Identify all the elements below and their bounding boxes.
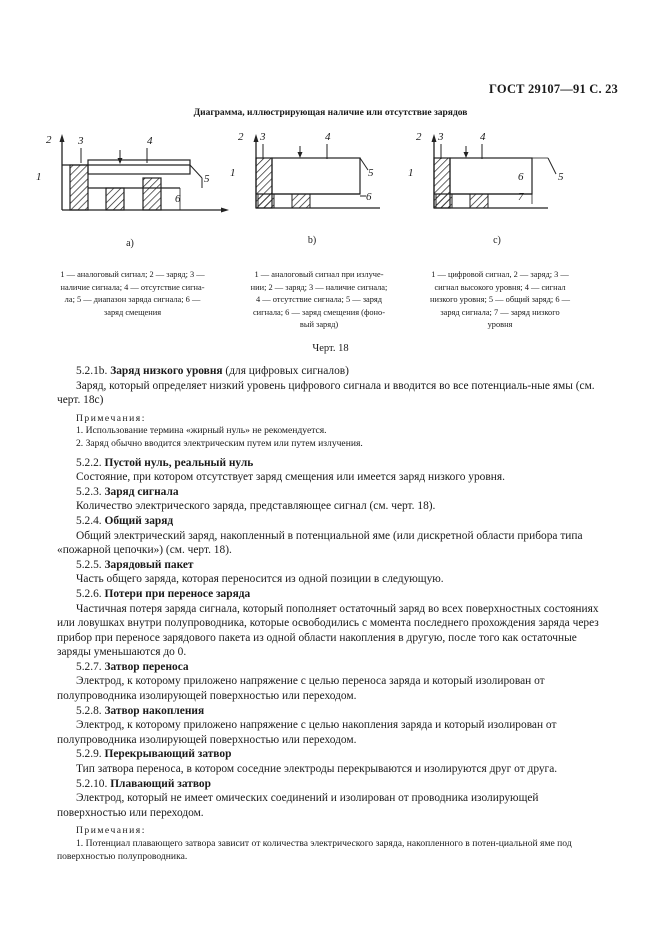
caption-c: [410, 269, 590, 332]
label-3: 3: [78, 135, 84, 147]
section-number: 5.2.3.: [76, 485, 102, 498]
caption-c-line: сигнал высокого уровня; 4 — сигнал: [434, 282, 566, 292]
axis-x-label: 1: [408, 167, 414, 179]
diagram-c: [398, 130, 598, 225]
section-5-2-2: [57, 456, 609, 471]
caption-c-line: заряд сигнала; 7 — заряд низкого: [440, 307, 560, 317]
section-text: Состояние, при котором отсутствует заряд смещения или имеется заряд низкого уровня.: [76, 471, 505, 484]
section-text: Тип затвора переноса, в котором соседние электроды перекрываются и изолируются друг от друга.: [76, 763, 558, 776]
diagram-title: Диаграмма, иллюстрирующая наличие или отсутствие зарядов: [193, 108, 468, 118]
notes-title: Примечания:: [76, 825, 146, 837]
caption-b-line: сигнала; 6 — заряд смещения (фоно-: [252, 307, 386, 317]
caption-a-line: ла; 5 — диапазон заряда сигнала; 6 —: [64, 295, 201, 305]
caption-a-line: заряд смещения: [103, 307, 162, 317]
label-4: 4: [480, 131, 486, 143]
label-6: 6: [366, 191, 372, 203]
section-number: 5.2.9.: [76, 748, 102, 761]
label-4: 4: [147, 135, 153, 147]
section-title: Затвор переноса: [104, 660, 189, 673]
caption-b-line: 4 — отсутствие сигнала; 5 — заряд: [255, 295, 383, 305]
caption-c-line: 1 — цифровой сигнал, 2 — заряд; 3 —: [431, 270, 569, 279]
section-text: Часть общего заряда, которая переносится из одной позиции в следующую.: [76, 573, 444, 586]
section-5-2-10: [57, 777, 609, 792]
page-header: ГОСТ 29107—91 С. 23: [489, 82, 618, 96]
section-5-2-9: [57, 747, 609, 762]
caption-a-line: наличие сигнала; 4 — отсутствие сигна-: [60, 282, 205, 292]
section-text: Частичная потеря заряда сигнала, который пополняет остаточный заряд во всех поверхностных состояниях или ловушках внутри полупроводника, которые освободились с момента последнего прохождения заряда через прибор при переносе зарядового пакета из одной области накопления в другую, после того как остаточные заряды уменьшаются до 0.: [57, 602, 599, 659]
section-text: Электрод, который не имеет омических соединений и изолирован от проводника изолирующей поверхностью или переходом.: [57, 792, 539, 819]
section-title-tail: (для цифровых сигналов): [222, 365, 349, 377]
label-6: 6: [175, 193, 181, 205]
caption-c-line: уровня: [487, 320, 513, 330]
section-title: Зарядовый пакет: [104, 558, 194, 571]
section-title: Плавающий затвор: [110, 777, 211, 790]
label-4: 4: [325, 131, 331, 143]
section-5-2-3: [57, 485, 609, 500]
section-number: 5.2.5.: [76, 558, 102, 571]
caption-a-line: 1 — аналоговый сигнал; 2 — заряд; 3 —: [60, 270, 205, 279]
caption-a: [40, 269, 225, 319]
section-text: Количество электрического заряда, представляющее сигнал (см. черт. 18).: [76, 500, 436, 513]
label-3: 3: [260, 131, 266, 143]
notes-title: Примечания:: [76, 412, 146, 424]
section-title: Перекрывающий затвор: [104, 748, 232, 761]
section-number: 5.2.6.: [76, 587, 102, 600]
section-number: 5.2.2.: [76, 456, 102, 469]
section-text: Электрод, к которому приложено напряжение с целью переноса заряда и который изолирован от полупроводника изолирующей поверхностью или переходом.: [57, 675, 545, 703]
label-5: 5: [368, 167, 374, 179]
axis-x-label: 1: [230, 167, 236, 179]
caption-c-line: низкого уровня; 5 — общий заряд; 6 —: [430, 295, 570, 305]
diagram-a: [30, 130, 230, 225]
section-5-2-4: [57, 514, 609, 529]
diagram-b-label: b): [307, 235, 317, 246]
axis-y-label: 2: [238, 131, 244, 143]
section-title: Заряд сигнала: [104, 485, 179, 498]
caption-b-line: вый заряд): [299, 320, 339, 330]
section-number: 5.2.1b.: [76, 365, 108, 377]
note-item: 1. Потенциал плавающего затвора зависит от количества электрического заряда, накопленного в потен-циальной яме под поверхностью полупроводника.: [57, 838, 572, 862]
caption-b-line: 1 — аналоговый сигнал при излуче-: [254, 270, 384, 279]
label-5: 5: [558, 171, 564, 183]
note-item: 2. Заряд обычно вводится электрическим путем или путем излучения.: [76, 437, 363, 449]
diagram-a-label: a): [126, 238, 134, 249]
chart-reference: Черт. 18: [312, 343, 349, 354]
caption-b-line: нии; 2 — заряд; 3 — наличие сигнала;: [250, 282, 388, 292]
section-number: 5.2.8.: [76, 704, 102, 717]
caption-b: [230, 269, 408, 332]
diagram-c-label: c): [493, 235, 501, 246]
section-5-2-6: [57, 587, 609, 602]
note-item: 1. Использование термина «жирный нуль» не рекомендуется.: [76, 425, 327, 437]
axis-x-label: 1: [36, 171, 42, 183]
section-number: 5.2.10.: [76, 777, 108, 790]
axis-y-label: 2: [46, 134, 52, 146]
section-title: Общий заряд: [104, 514, 174, 527]
section-5-2-1b: [57, 364, 609, 379]
section-title: Пустой нуль, реальный нуль: [104, 456, 254, 469]
section-title: Заряд низкого уровня: [110, 365, 223, 377]
diagram-b: [228, 130, 408, 225]
section-title: Затвор накопления: [104, 704, 205, 717]
section-5-2-8: [57, 704, 609, 719]
section-text: Электрод, к которому приложено напряжение с целью накопления заряда и который изолирован от полупроводника изолирующей поверхностью или переходом.: [57, 719, 557, 746]
section-title: Потери при переносе заряда: [104, 587, 251, 600]
section-text: Общий электрический заряд, накопленный в потенциальной яме (или дискретной области прибора типа «пожарной цепочки») (см. черт. 18).: [57, 529, 583, 557]
section-number: 5.2.7.: [76, 660, 102, 673]
section-5-2-7: [57, 660, 609, 675]
section-number: 5.2.4.: [76, 514, 102, 527]
section-5-2-5: [57, 558, 609, 573]
label-7: 7: [518, 191, 524, 203]
axis-y-label: 2: [416, 131, 422, 143]
section-text: Заряд, который определяет низкий уровень цифрового сигнала и вводится во все потенциаль-ные ямы (см. черт. 18с): [57, 379, 595, 407]
label-3: 3: [438, 131, 444, 143]
body-text: [57, 364, 609, 863]
label-5: 5: [204, 173, 210, 185]
label-6: 6: [518, 171, 524, 183]
